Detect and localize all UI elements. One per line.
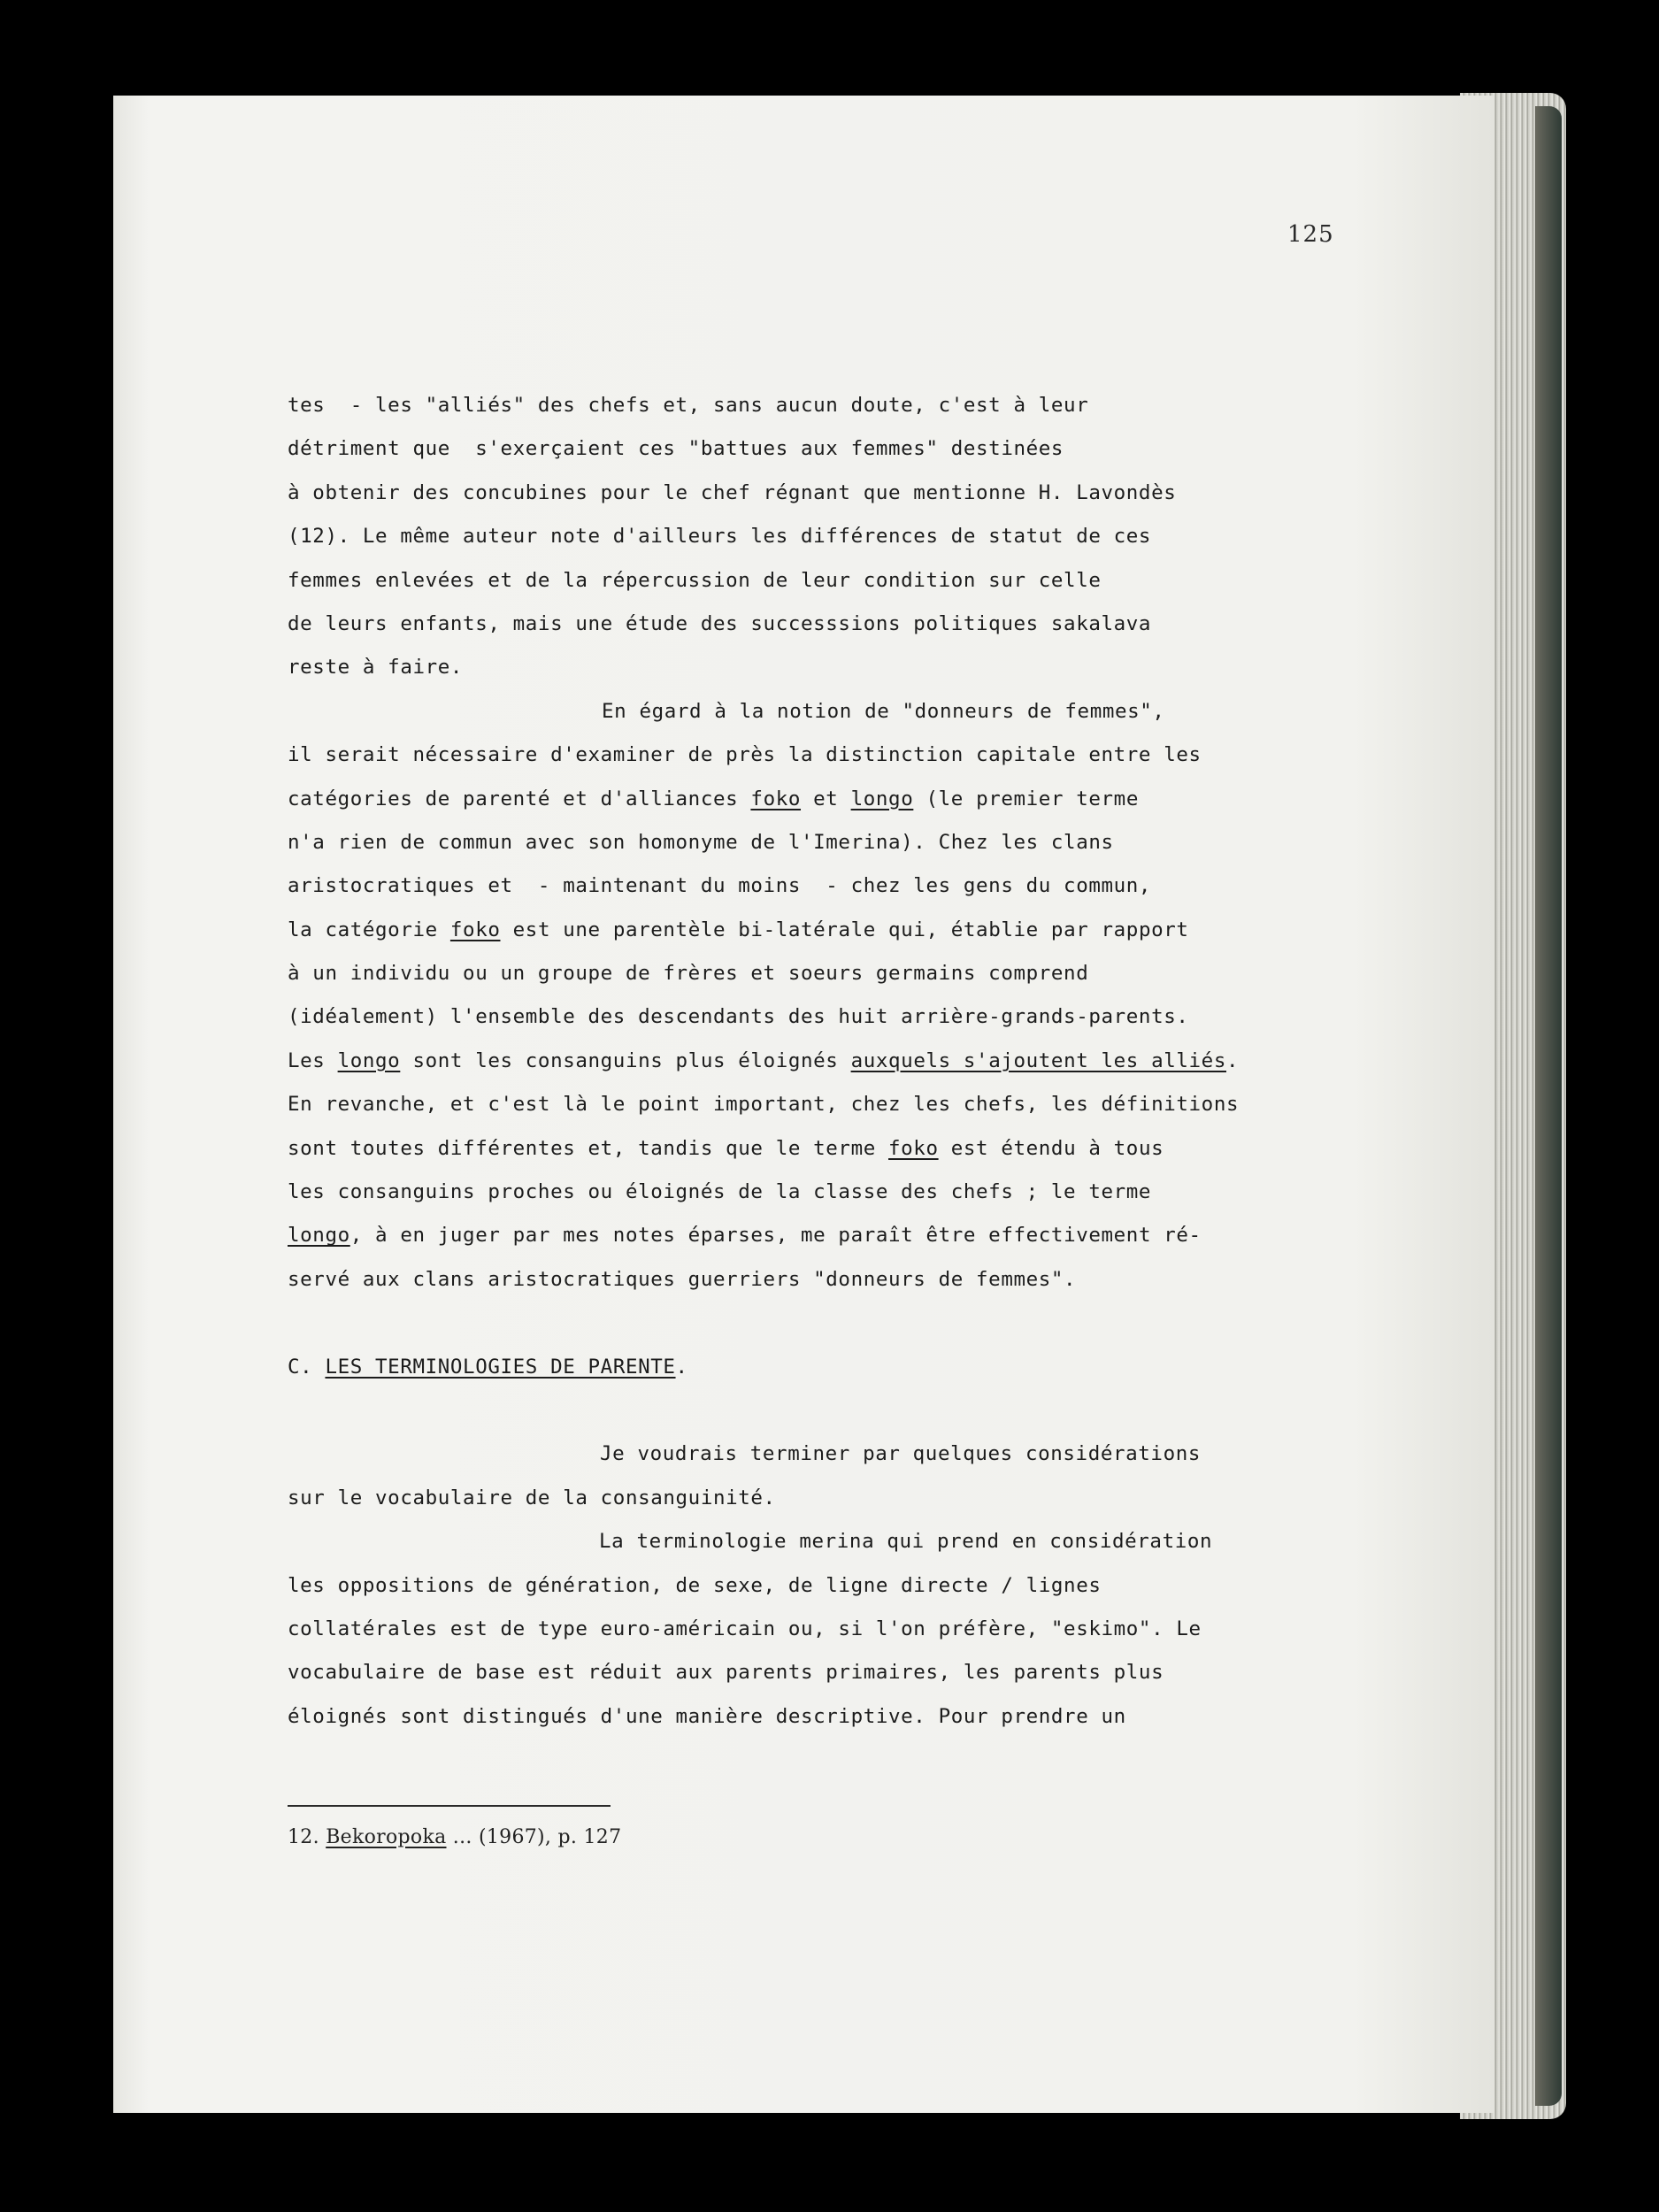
blank-line: [288, 1302, 1349, 1345]
text-segment: sur le vocabulaire de la consanguinité.: [288, 1486, 776, 1509]
text-segment: de leurs enfants, mais une étude des successsions politiques sakalava: [288, 611, 1152, 635]
text-segment: En égard à la notion de "donneurs de femmes",: [602, 699, 1165, 723]
text-segment: tes - les "alliés" des chefs et, sans aucun doute, c'est à leur: [288, 394, 1089, 417]
text-line: [288, 821, 1349, 864]
text-segment: (idéalement) l'ensemble des descendants des huit arrière-grands-parents.: [288, 1005, 1189, 1029]
text-line: [288, 995, 1349, 1039]
text-segment: à obtenir des concubines pour le chef régnant que mentionne H. Lavondès: [288, 480, 1177, 504]
text-segment: Je voudrais terminer par quelques considérations: [600, 1442, 1202, 1466]
text-segment: et: [801, 787, 851, 810]
text-segment: la catégorie: [288, 918, 450, 941]
page-number: 125: [1287, 221, 1334, 248]
text-segment: éloignés sont distingués d'une manière descriptive. Pour prendre un: [288, 1704, 1126, 1728]
underlined-term: longo: [850, 787, 914, 810]
book-cover-edge: [1535, 106, 1562, 2106]
text-segment: La terminologie merina qui prend en considération: [599, 1530, 1213, 1554]
text-segment: détriment que s'exerçaient ces "battues aux femmes" destinées: [288, 437, 1064, 461]
text-line: [288, 1083, 1349, 1126]
text-segment: à un individu ou un groupe de frères et soeurs germains comprend: [288, 962, 1089, 986]
text-segment: En revanche, et c'est là le point important, chez les chefs, les définitions: [288, 1093, 1240, 1117]
text-segment: femmes enlevées et de la répercussion de leur condition sur celle: [288, 568, 1102, 592]
text-line: [288, 1651, 1349, 1694]
text-segment: collatérales est de type euro-américain ou, si l'on préfère, "eskimo". Le: [288, 1617, 1202, 1640]
text-line: [288, 515, 1349, 558]
text-segment: vocabulaire de base est réduit aux parents primaires, les parents plus: [288, 1661, 1164, 1685]
text-line: [288, 864, 1349, 908]
text-line: [288, 646, 1349, 689]
underlined-term: longo: [288, 1224, 350, 1248]
text-line: [288, 427, 1349, 471]
text-line: [288, 1171, 1349, 1214]
text-segment: C.: [288, 1355, 326, 1379]
underlined-term: longo: [337, 1048, 401, 1072]
text-segment: (le premier terme: [913, 787, 1139, 810]
text-line: [288, 472, 1349, 515]
text-segment: est une parentèle bi-latérale qui, établie par rapport: [500, 918, 1189, 941]
text-line: [288, 1608, 1349, 1651]
text-line: [288, 690, 1349, 733]
text-segment: sont toutes différentes et, tandis que le terme: [288, 1136, 889, 1160]
text-line: [288, 1432, 1349, 1476]
text-line: [288, 733, 1349, 777]
underlined-term: auxquels s'ajoutent les alliés: [850, 1048, 1226, 1072]
text-line: [288, 1564, 1349, 1608]
section-heading: [288, 1346, 1349, 1389]
text-line: [288, 1695, 1349, 1739]
underlined-term: LES TERMINOLOGIES DE PARENTE: [325, 1355, 676, 1379]
text-segment: , à en juger par mes notes éparses, me paraît être effectivement ré-: [349, 1224, 1202, 1248]
blank-line: [288, 1389, 1349, 1432]
footnote-rule: [288, 1805, 611, 1807]
text-segment: n'a rien de commun avec son homonyme de l'Imerina). Chez les clans: [288, 830, 1114, 854]
text-line: [288, 1520, 1349, 1563]
text-segment: .: [675, 1355, 688, 1379]
text-segment: .: [1225, 1048, 1240, 1072]
text-segment: les oppositions de génération, de sexe, de ligne directe / lignes: [288, 1573, 1102, 1597]
underlined-term: foko: [449, 918, 501, 941]
text-segment: aristocratiques et - maintenant du moins - chez les gens du commun,: [288, 874, 1152, 898]
text-line: [288, 1258, 1349, 1302]
footnote-number: 12.: [288, 1826, 319, 1848]
text-line: [288, 1127, 1349, 1171]
text-segment: servé aux clans aristocratiques guerriers "donneurs de femmes".: [288, 1267, 1077, 1291]
footnote: [288, 1826, 621, 1848]
footnote-title: Bekoropoka: [326, 1826, 447, 1848]
text-segment: catégories de parenté et d'alliances: [288, 787, 751, 810]
text-line: [288, 778, 1349, 821]
underlined-term: foko: [750, 787, 802, 810]
text-line: [288, 1040, 1349, 1083]
text-line: [288, 1214, 1349, 1257]
text-line: [288, 1477, 1349, 1520]
text-segment: Les: [288, 1048, 338, 1072]
underlined-term: foko: [888, 1136, 939, 1160]
footnote-rest: ... (1967), p. 127: [446, 1826, 622, 1848]
text-line: [288, 909, 1349, 952]
text-line: [288, 559, 1349, 603]
text-line: [288, 384, 1349, 427]
text-segment: il serait nécessaire d'examiner de près la distinction capitale entre les: [288, 743, 1202, 767]
text-segment: reste à faire.: [288, 656, 464, 680]
text-line: [288, 603, 1349, 646]
text-line: [288, 952, 1349, 995]
text-segment: sont les consanguins plus éloignés: [400, 1048, 851, 1072]
text-segment: est étendu à tous: [938, 1136, 1164, 1160]
text-segment: (12). Le même auteur note d'ailleurs les différences de statut de ces: [288, 525, 1152, 549]
text-segment: les consanguins proches ou éloignés de la classe des chefs ; le terme: [288, 1180, 1152, 1204]
body-text: [288, 384, 1349, 1739]
